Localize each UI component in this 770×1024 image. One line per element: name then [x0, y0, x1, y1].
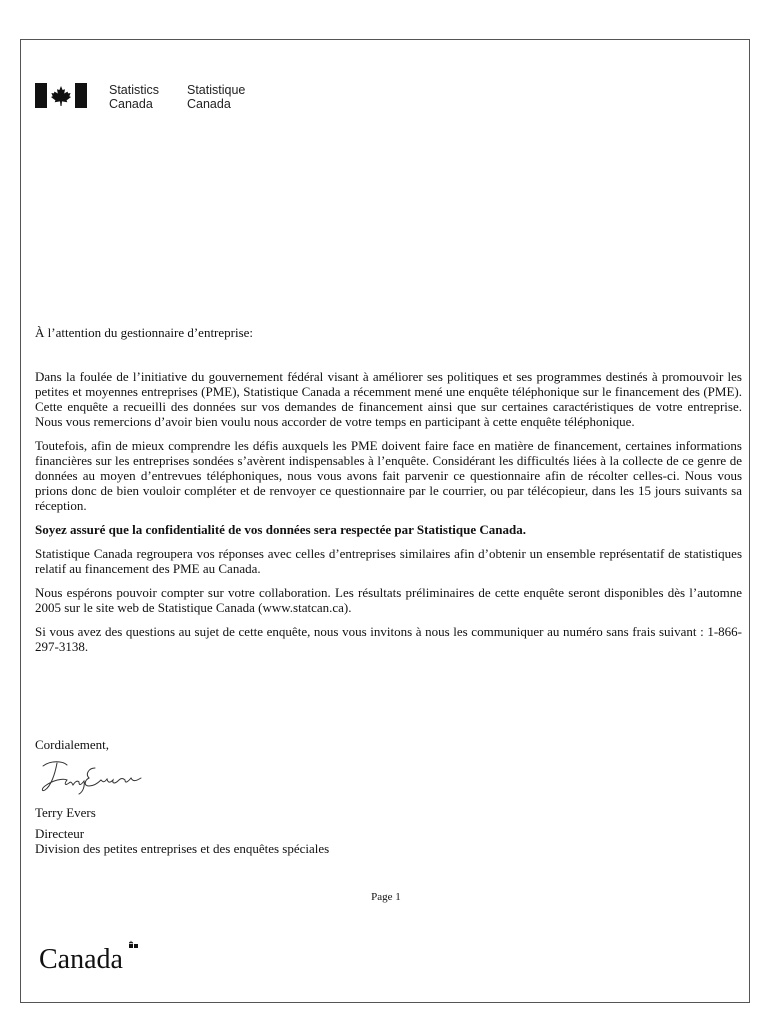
letter-page: [20, 39, 750, 1003]
signer-title: Directeur: [35, 826, 85, 841]
handwritten-signature: [37, 756, 147, 796]
wordmark-fr-line-2: Canada: [187, 97, 231, 111]
wordmark-en-line-2: Canada: [109, 97, 153, 111]
signer-block: [35, 805, 329, 862]
page-number: Page 1: [371, 891, 401, 903]
paragraph-purpose: Toutefois, afin de mieux comprendre les défis auxquels les PME doivent faire face en matière de financement, certaines informations financières sur les entreprises sondées s’avèrent indispensables à l’enquête. Considérant les difficultés liées à la collecte de ce genre de données au moyen d’entrevues téléphoniques, nous vous avons fait parvenir ce questionnaire afin de récolter celles-ci. Nous vous prions donc de bien vouloir compléter et de renvoyer ce questionnaire par le courrier, ou par télécopieur, dans les 15 jours suivants sa réception.: [35, 438, 742, 513]
wordmark-fr-line-1: Statistique: [187, 83, 246, 97]
paragraph-results: Nous espérons pouvoir compter sur votre collaboration. Les résultats préliminaires de cette enquête seront disponibles dès l’automne 2005 sur le site web de Statistique Canada (www.statcan.ca).: [35, 585, 742, 615]
flag-right-bar: [75, 83, 87, 108]
svg-text:Canada: Canada: [39, 944, 123, 972]
salutation: À l’attention du gestionnaire d’entreprise:: [35, 325, 254, 340]
canada-wordmark-logo: [39, 940, 149, 972]
flag-left-bar: [35, 83, 47, 108]
letter-body: [35, 369, 742, 663]
signer-division: Division des petites entreprises et des enquêtes spéciales: [35, 841, 330, 856]
paragraph-contact: Si vous avez des questions au sujet de cette enquête, nous vous invitons à nous les communiquer au numéro sans frais suivant : 1-866-297-3138.: [35, 624, 742, 654]
signer-name: Terry Evers: [35, 805, 96, 820]
statistics-canada-wordmark-en: [109, 83, 159, 111]
maple-leaf-icon: [49, 83, 73, 108]
paragraph-confidentiality: Soyez assuré que la confidentialité de vos données sera respectée par Statistique Canada.: [35, 522, 526, 537]
paragraph-intro: Dans la foulée de l’initiative du gouvernement fédéral visant à améliorer ses politiques et ses programmes destinés à promouvoir les petites et moyennes entreprises (PME), Statistique Canada a récemment mené une enquête téléphonique sur le financement des (PME). Cette enquête a recueilli des données sur vos demandes de financement ainsi que sur certaines caractéristiques de votre entreprise. Nous vous remercions d’avoir bien voulu nous accorder de votre temps en participant à cette enquête téléphonique.: [35, 369, 742, 429]
wordmark-en-line-1: Statistics: [109, 83, 160, 97]
paragraph-aggregation: Statistique Canada regroupera vos réponses avec celles d’entreprises similaires afin d’obtenir un ensemble représentatif de statistiques relatif au financement des PME au Canada.: [35, 546, 742, 576]
canada-flag-symbol: [35, 83, 87, 108]
statistique-canada-wordmark-fr: [187, 83, 245, 111]
closing: Cordialement,: [35, 737, 110, 752]
